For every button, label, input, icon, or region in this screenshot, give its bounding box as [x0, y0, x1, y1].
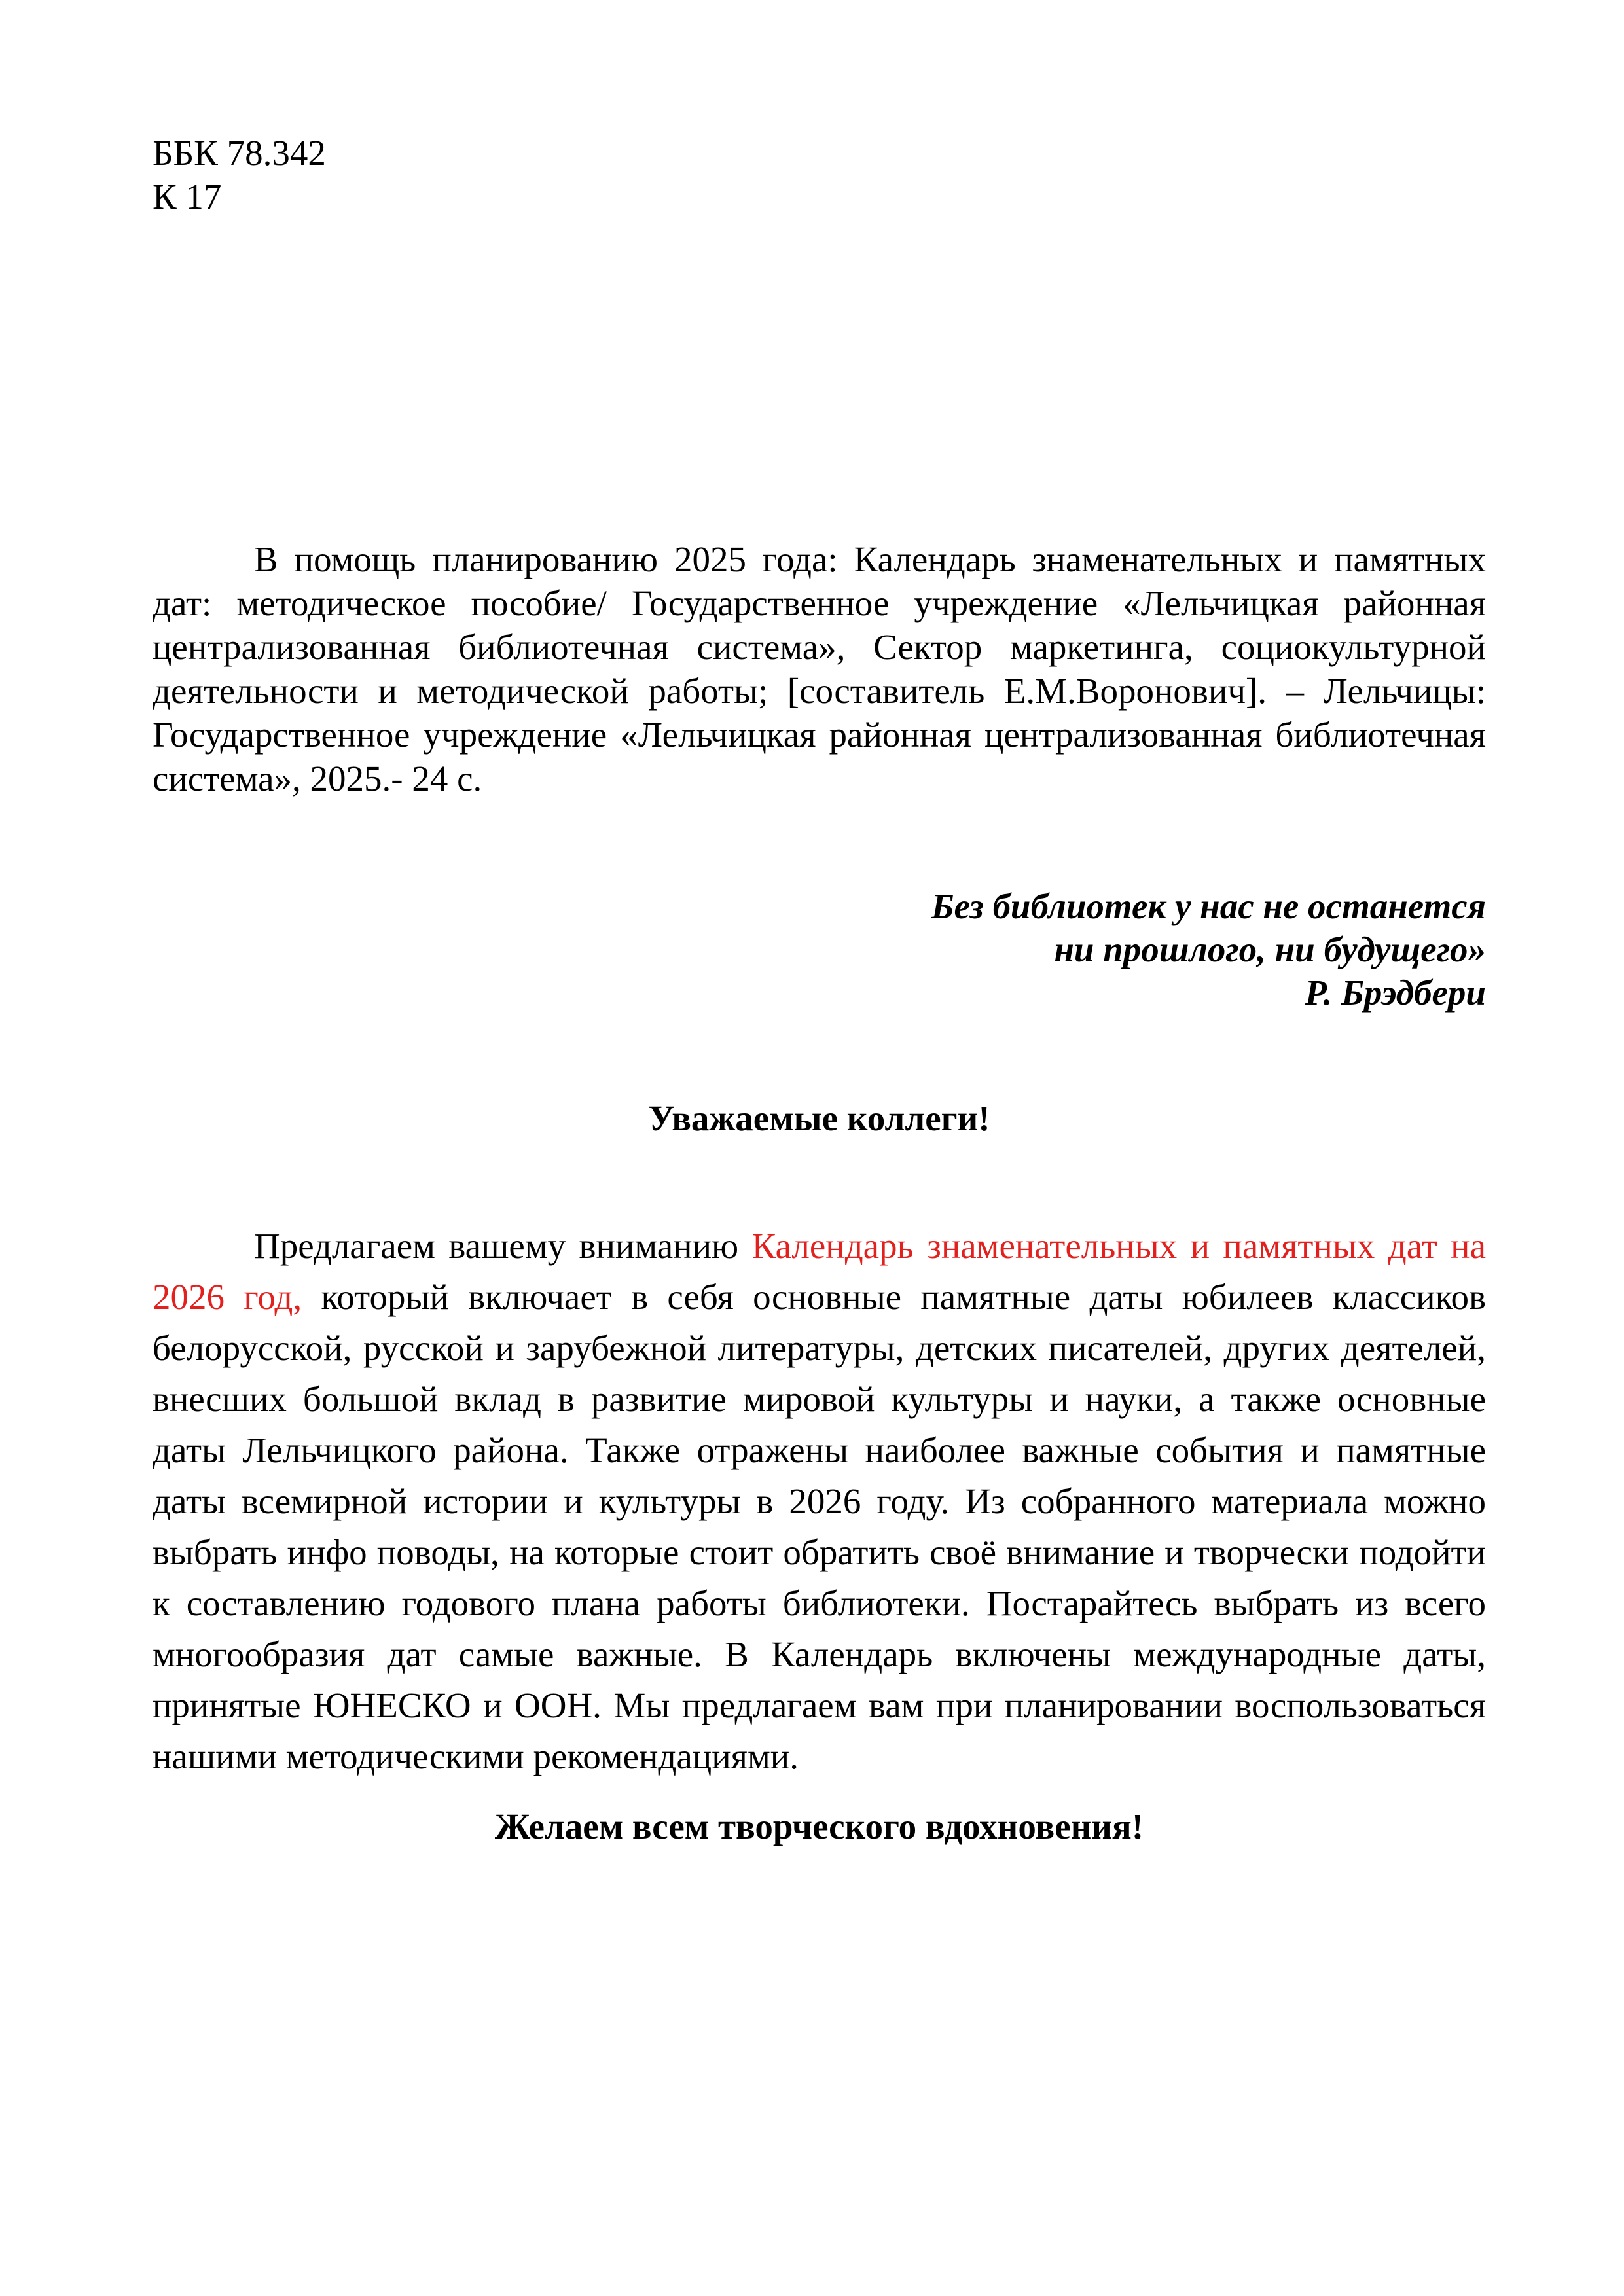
epigraph-attribution: Р. Брэдбери	[1305, 973, 1486, 1013]
body-paragraph	[153, 1221, 1486, 1782]
author-sign: К 17	[153, 177, 222, 217]
greeting-heading: Уважаемые коллеги!	[648, 1098, 990, 1138]
body-intro-text: Предлагаем вашему вниманию	[254, 1226, 752, 1266]
classification-block	[153, 131, 1486, 219]
body-highlight-red-text: Календарь знаменательных и памятных дат на 2026 год,	[153, 1226, 1486, 1317]
epigraph-line-2: ни прошлого, ни будущего»	[1054, 929, 1486, 969]
bibliographic-record: В помощь планированию 2025 года: Календарь знаменательных и памятных дат: методическое пособие/ Государственное учреждение «Лельчицкая районная централизованная библиотечная система», Сектор маркетинга, социокультурной деятельности и методической работы; [составитель Е.М.Воронович]. – Лельчицы: Государственное учреждение «Лельчицкая районная централизованная библиотечная система», 2025.- 24 с.	[153, 539, 1486, 798]
closing-heading: Желаем всем творческого вдохновения!	[494, 1806, 1144, 1846]
bbk-index: ББК 78.342	[153, 133, 326, 173]
epigraph-line-1: Без библиотек у нас не останется	[931, 886, 1486, 926]
epigraph	[153, 885, 1486, 1014]
body-rest-text: который включает в себя основные памятные даты юбилеев классиков белорусской, русской и зарубежной литературы, детских писателей, других деятелей, внесших большой вклад в развитие мировой культуры и науки, а также основные даты Лельчицкого района. Также отражены наиболее важные события и памятные даты всемирной истории и культуры в 2026 году. Из собранного материала можно выбрать инфо поводы, на которые стоит обратить своё внимание и творчески подойти к составлению годового плана работы библиотеки. Постарайтесь выбрать из всего многообразия дат самые важные. В Календарь включены международные даты, принятые ЮНЕСКО и ООН. Мы предлагаем вам при планировании воспользоваться нашими методическими рекомендациями.	[153, 1277, 1486, 1776]
